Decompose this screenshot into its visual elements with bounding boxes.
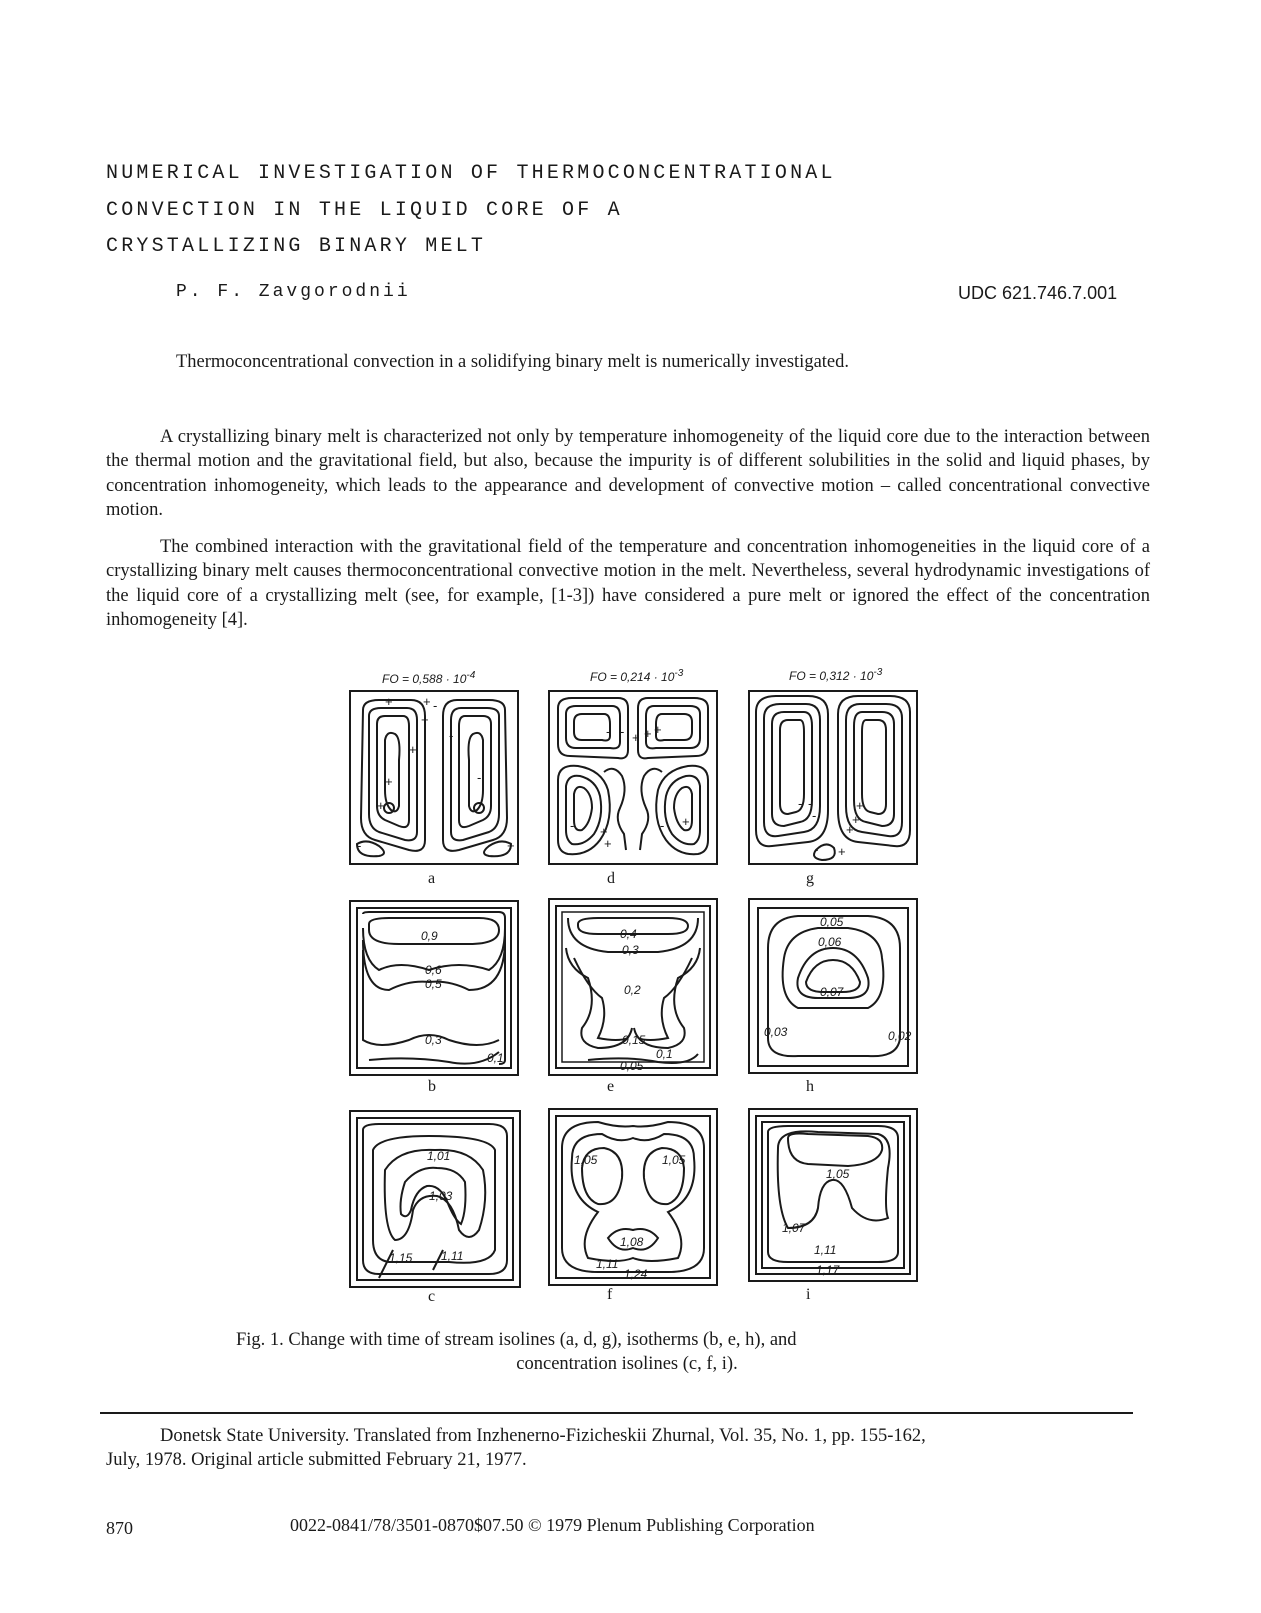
svg-text:+: + — [423, 694, 431, 709]
svg-text:-: - — [808, 796, 813, 811]
abstract: Thermoconcentrational convection in a solidifying binary melt is numerically investigated. — [176, 352, 850, 372]
svg-text:0,3: 0,3 — [425, 1033, 442, 1047]
panel-a-stream-isolines — [349, 690, 519, 865]
svg-text:-: - — [812, 808, 817, 823]
svg-text:+: + — [846, 822, 854, 837]
figure-caption — [236, 1328, 1006, 1376]
panel-i-concentration-isolines — [748, 1108, 918, 1282]
svg-text:0,6: 0,6 — [425, 963, 442, 977]
svg-text:+: + — [654, 722, 662, 737]
svg-text:0,3: 0,3 — [622, 943, 639, 957]
svg-text:+: + — [409, 742, 417, 757]
svg-text:1,17: 1,17 — [816, 1263, 840, 1277]
svg-text:1,15: 1,15 — [389, 1251, 413, 1265]
panel-e-isotherms — [548, 898, 718, 1076]
svg-text:+: + — [604, 836, 612, 851]
footnote-line-2: July, 1978. Original article submitted February 21, 1977. — [106, 1450, 527, 1470]
panel-letter-e: e — [607, 1078, 615, 1095]
panel-letter-b: b — [428, 1078, 436, 1095]
panel-b-isotherms — [349, 900, 519, 1076]
author: P. F. Zavgorodnii — [176, 282, 411, 302]
svg-text:-: - — [798, 796, 803, 811]
svg-text:+: + — [632, 730, 640, 745]
svg-text:0,1: 0,1 — [487, 1051, 504, 1065]
panel-f-concentration-isolines — [548, 1108, 718, 1286]
panel-g-stream-isolines — [748, 690, 918, 865]
svg-text:0,1: 0,1 — [656, 1047, 673, 1061]
panel-letter-h: h — [806, 1078, 814, 1095]
panel-d-stream-isolines — [548, 690, 718, 865]
svg-text:0,15: 0,15 — [622, 1033, 646, 1047]
fo-header-1: FO = $0,588 \cdot 10^{-4}$ — [382, 670, 476, 686]
svg-text:0,05: 0,05 — [620, 1059, 644, 1073]
svg-text:0,05: 0,05 — [820, 915, 844, 929]
udc-code: UDC 621.746.7.001 — [958, 283, 1118, 303]
svg-text:0,9: 0,9 — [421, 929, 438, 943]
svg-text:+: + — [377, 798, 385, 813]
title-line-1: NUMERICAL INVESTIGATION OF THERMOCONCENTRATIONAL — [106, 162, 836, 185]
svg-text:+: + — [838, 844, 846, 859]
svg-text:-: - — [606, 724, 611, 739]
svg-text:1,05: 1,05 — [662, 1153, 686, 1167]
svg-text:-: - — [357, 838, 362, 853]
paragraph-1: A crystallizing binary melt is characterized not only by temperature inhomogeneity of the liquid core due to the interaction between the thermal motion and the gravitational field, but also, because the impurity is of different solubilities in the solid and liquid phases, by concentration inhomogeneity, which leads to the appearance and development of convective motion – called concentrational convective motion. — [106, 427, 1150, 520]
caption-line-1: Fig. 1. Change with time of stream isolines (a, d, g), isotherms (b, e, h), and — [236, 1330, 797, 1350]
svg-text:+: + — [856, 798, 864, 813]
svg-text:1,11: 1,11 — [814, 1243, 837, 1257]
svg-text:0,2: 0,2 — [624, 983, 641, 997]
panel-letter-a: a — [428, 870, 436, 887]
svg-text:1,01: 1,01 — [427, 1149, 451, 1163]
copyright-line: 0022-0841/78/3501-0870$07.50 © 1979 Plenum Publishing Corporation — [290, 1515, 815, 1535]
svg-text:-: - — [660, 818, 665, 833]
svg-text:0,07: 0,07 — [820, 985, 844, 999]
panel-letter-c: c — [428, 1288, 436, 1305]
title-line-2: CONVECTION IN THE LIQUID CORE OF A — [106, 199, 623, 222]
footnote-rule — [100, 1412, 1133, 1414]
svg-text:-: - — [449, 728, 454, 743]
svg-text:1,05: 1,05 — [574, 1153, 598, 1167]
title-line-3: CRYSTALLIZING BINARY MELT — [106, 235, 487, 258]
svg-text:+: + — [421, 712, 429, 727]
svg-text:0,02: 0,02 — [888, 1029, 912, 1043]
svg-text:1,11: 1,11 — [441, 1249, 464, 1263]
panel-letter-f: f — [607, 1286, 613, 1303]
svg-text:1,24: 1,24 — [624, 1267, 648, 1281]
svg-text:+: + — [682, 814, 690, 829]
svg-text:-: - — [620, 724, 625, 739]
svg-text:-: - — [814, 842, 819, 857]
fo-header-2: FO = $0,214 \cdot 10^{-3}$ — [590, 668, 684, 684]
svg-text:-: - — [433, 698, 438, 713]
paragraph-2: The combined interaction with the gravitational field of the temperature and concentration inhomogeneities in the liquid core of a crystallizing binary melt causes thermoconcentrational convective motion in the melt. Nevertheless, several hydrodynamic investigations of the liquid core of a crystallizing melt (see, for example, [1-3]) have considered a pure melt or ignored the effect of the concentration inhomogeneity [4]. — [106, 537, 1150, 630]
panel-letter-g: g — [806, 870, 814, 887]
footnote-line-1: Donetsk State University. Translated from Inzhenerno-Fizicheskii Zhurnal, Vol. 35, No. 1, pp. 155-162, — [160, 1426, 926, 1446]
fo-header-3: FO = $0,312 \cdot 10^{-3}$ — [789, 667, 883, 683]
svg-text:+: + — [600, 824, 608, 839]
panel-letter-i: i — [806, 1286, 811, 1303]
svg-text:+: + — [507, 838, 515, 853]
svg-text:0,5: 0,5 — [425, 977, 442, 991]
svg-text:0,06: 0,06 — [818, 935, 842, 949]
svg-text:1,07: 1,07 — [782, 1221, 806, 1235]
svg-text:1,11: 1,11 — [596, 1257, 619, 1271]
svg-text:-: - — [477, 770, 482, 785]
panel-c-concentration-isolines — [349, 1110, 521, 1288]
panel-letter-d: d — [607, 870, 615, 887]
svg-text:+: + — [385, 694, 393, 709]
svg-text:-: - — [570, 818, 575, 833]
svg-text:+: + — [644, 726, 652, 741]
svg-text:1,08: 1,08 — [620, 1235, 644, 1249]
panel-h-isotherms — [748, 898, 918, 1074]
svg-text:1,05: 1,05 — [826, 1167, 850, 1181]
svg-text:+: + — [385, 774, 393, 789]
page-number: 870 — [106, 1518, 133, 1538]
svg-text:0,03: 0,03 — [764, 1025, 788, 1039]
svg-text:0,4: 0,4 — [620, 927, 637, 941]
caption-line-2: concentration isolines (c, f, i). — [516, 1354, 738, 1374]
svg-text:+: + — [852, 812, 860, 827]
svg-text:1,03: 1,03 — [429, 1189, 453, 1203]
